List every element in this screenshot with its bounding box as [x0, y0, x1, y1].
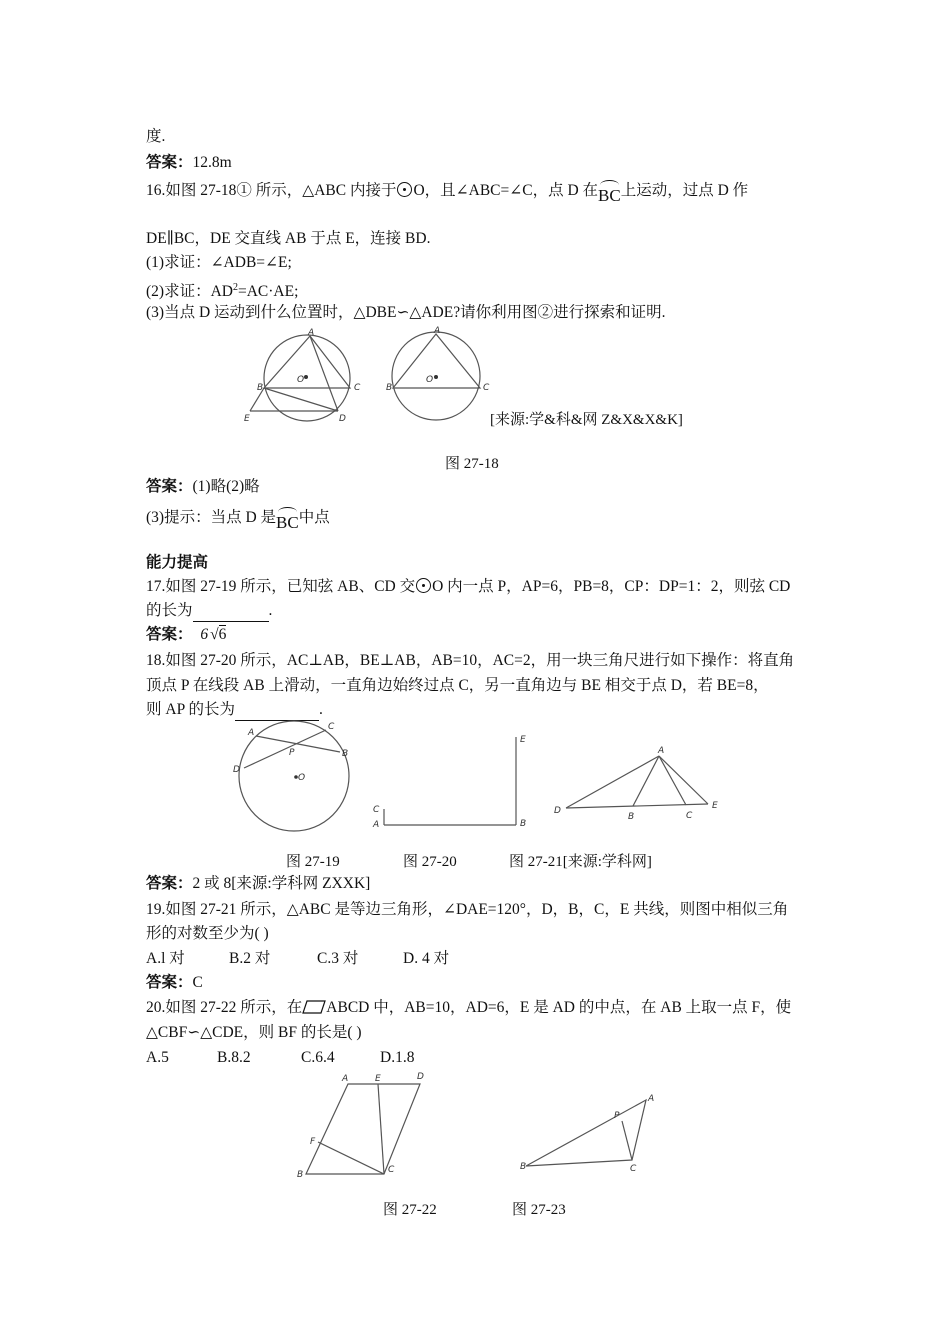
- label-c: C: [388, 1165, 395, 1175]
- text-line: △CBF∽△CDE，则 BF 的长是( ): [146, 1024, 362, 1041]
- text-line: DE∥BC，DE 交直线 AB 于点 E，连接 BD.: [146, 230, 431, 247]
- answer-16: [146, 477, 260, 497]
- option-d: D.1.8: [380, 1049, 415, 1066]
- circle-dot-icon: [416, 578, 431, 593]
- option-c: C.6.4: [301, 1049, 335, 1066]
- answer-value: (1)略(2)略: [192, 478, 260, 495]
- answer-text: 中点: [298, 509, 330, 526]
- fig21-ae: [659, 756, 708, 804]
- circle-dot-icon: [397, 182, 412, 197]
- label-p: P: [614, 1111, 620, 1121]
- fig18-line-ad: [310, 336, 338, 411]
- label-e: E: [712, 801, 718, 811]
- label-c: C: [354, 383, 361, 393]
- question-text: .: [319, 701, 323, 718]
- text-line: 形的对数至少为( ): [146, 925, 269, 942]
- fig21-ac: [659, 756, 686, 805]
- label-f: F: [310, 1137, 316, 1147]
- question-text: 则 AP 的长为: [146, 701, 235, 718]
- figure-caption: 图 27-20: [403, 854, 457, 870]
- figure-caption: 图 27-22: [383, 1202, 437, 1218]
- option-b: B.8.2: [217, 1049, 251, 1066]
- answer-value: 2 或 8[来源:学科网 ZXXK]: [192, 875, 371, 892]
- section-heading: 能力提高: [146, 554, 209, 571]
- label-b: B: [342, 749, 349, 759]
- answer-17: 答案： 6 √6: [146, 626, 227, 643]
- figure-caption: 图 27-18: [445, 456, 499, 472]
- answer-text: (3)提示：当点 D 是: [146, 509, 277, 526]
- label-d: D: [339, 414, 346, 424]
- label-d: D: [417, 1072, 424, 1082]
- question-text: =AC·AE;: [237, 283, 299, 301]
- figures-19-21: [228, 722, 728, 837]
- fig18-triangle-2: [393, 334, 480, 388]
- label-c: C: [686, 811, 693, 821]
- label-e: E: [244, 414, 250, 424]
- question-20: [146, 998, 791, 1018]
- fig21-de: [566, 804, 708, 808]
- options-20: [146, 1048, 415, 1068]
- answer-blank: [193, 601, 269, 622]
- question-16: [146, 180, 749, 205]
- label-b: B: [297, 1170, 304, 1180]
- label-c: C: [630, 1164, 637, 1174]
- label-a: A: [373, 820, 380, 830]
- answer-blank: [235, 700, 319, 721]
- figures-22-23: [290, 1072, 670, 1182]
- option-c: C.3 对: [317, 950, 359, 967]
- answer-15: [146, 153, 232, 173]
- fig23-triangle: [526, 1100, 646, 1166]
- label-b: B: [257, 383, 264, 393]
- question-text: (2)求证：AD: [146, 283, 233, 301]
- answer-label: 答案：: [146, 478, 193, 495]
- option-a: A.l 对: [146, 950, 185, 967]
- label-e: E: [520, 735, 526, 745]
- figure-source: [来源:学&科&网 Z&X&X&K]: [490, 412, 683, 428]
- option-b: B.2 对: [229, 950, 271, 967]
- label-a: A: [658, 746, 665, 756]
- arc-bc: BC: [598, 186, 621, 205]
- label-d: D: [554, 806, 561, 816]
- option-d: D. 4 对: [403, 950, 450, 967]
- figure-caption: 图 27-21[来源:学科网]: [509, 854, 652, 870]
- answer-16-hint: [146, 507, 330, 532]
- answer-value: 12.8m: [192, 154, 232, 171]
- question-text: O，且∠ABC=∠C，点 D 在: [413, 182, 599, 199]
- text-line: 19.如图 27-21 所示，△ABC 是等边三角形，∠DAE=120°，D，B，C，E 共线，则图中相似三角: [146, 901, 789, 918]
- fig19-chord-ab: [256, 736, 340, 752]
- question-text: 的长为: [146, 602, 193, 619]
- text-line: [146, 700, 323, 721]
- figure-caption: 图 27-23: [512, 1202, 566, 1218]
- label-o: O: [297, 375, 305, 385]
- label-e: E: [375, 1074, 381, 1084]
- fig22-parallelogram: [306, 1084, 420, 1174]
- text-line: (3)当点 D 运动到什么位置时，△DBE∽△ADE?请你利用图②进行探索和证明.: [146, 304, 666, 321]
- answer-label: 答案：: [146, 974, 193, 991]
- label-c: C: [328, 722, 335, 732]
- fig22-ec: [378, 1084, 384, 1174]
- text-line: 度.: [146, 128, 166, 145]
- answer-19: [146, 973, 203, 993]
- question-text: 20.如图 27-22 所示，在: [146, 999, 303, 1016]
- question-text: 上运动，过点 D 作: [620, 182, 749, 199]
- answer-value: 6: [200, 626, 209, 643]
- label-a: A: [648, 1094, 655, 1104]
- text-line: [146, 601, 272, 622]
- label-b: B: [386, 383, 393, 393]
- label-d: D: [233, 765, 240, 775]
- answer-18: [146, 874, 370, 894]
- text-line: [146, 278, 298, 302]
- label-a: A: [308, 328, 315, 338]
- label-a: A: [342, 1074, 349, 1084]
- answer-value: C: [192, 974, 203, 991]
- fig19-circle: [239, 721, 349, 831]
- question-text: .: [268, 602, 273, 619]
- superscript: 2: [232, 282, 238, 293]
- question-text: 16.如图 27-18① 所示，△ABC 内接于: [146, 182, 397, 199]
- parallelogram-icon: [302, 1000, 326, 1014]
- label-o: O: [426, 375, 434, 385]
- label-b: B: [628, 812, 635, 822]
- label-a: A: [434, 326, 441, 336]
- question-text: ABCD 中，AB=10，AD=6，E 是 AD 的中点，在 AB 上取一点 F，使: [326, 999, 792, 1016]
- fig23-pc: [622, 1121, 632, 1160]
- label-o: O: [298, 773, 306, 783]
- option-a: A.5: [146, 1049, 169, 1066]
- text-line: 顶点 P 在线段 AB 上滑动，一直角边始终过点 C，另一直角边与 BE 相交于点 D，若 BE=8，: [146, 677, 769, 694]
- label-a: A: [248, 728, 255, 738]
- label-b: B: [520, 819, 527, 829]
- label-c: C: [373, 805, 380, 815]
- figure-caption: 图 27-19: [286, 854, 340, 870]
- answer-radicand: 6: [218, 626, 227, 643]
- answer-label: 答案：: [146, 154, 193, 171]
- question-17: [146, 577, 790, 597]
- label-c: C: [483, 383, 490, 393]
- text-line: 18.如图 27-20 所示，AC⊥AB，BE⊥AB，AB=10，AC=2，用一块三角尺进行如下操作：将直角: [146, 652, 795, 669]
- answer-label: 答案：: [146, 875, 193, 892]
- options-19: [146, 949, 450, 969]
- fig22-fc: [318, 1142, 384, 1174]
- fig18-triangle-1: [264, 336, 350, 388]
- answer-label: 答案：: [146, 626, 193, 643]
- label-b: B: [520, 1162, 527, 1172]
- question-text: O 内一点 P，AP=6，PB=8，CP：DP=1：2，则弦 CD: [432, 578, 791, 595]
- text-line: (1)求证：∠ADB=∠E;: [146, 254, 292, 271]
- label-p: P: [289, 748, 295, 758]
- question-text: 17.如图 27-19 所示，已知弦 AB、CD 交: [146, 578, 416, 595]
- arc-bc: BC: [276, 513, 299, 532]
